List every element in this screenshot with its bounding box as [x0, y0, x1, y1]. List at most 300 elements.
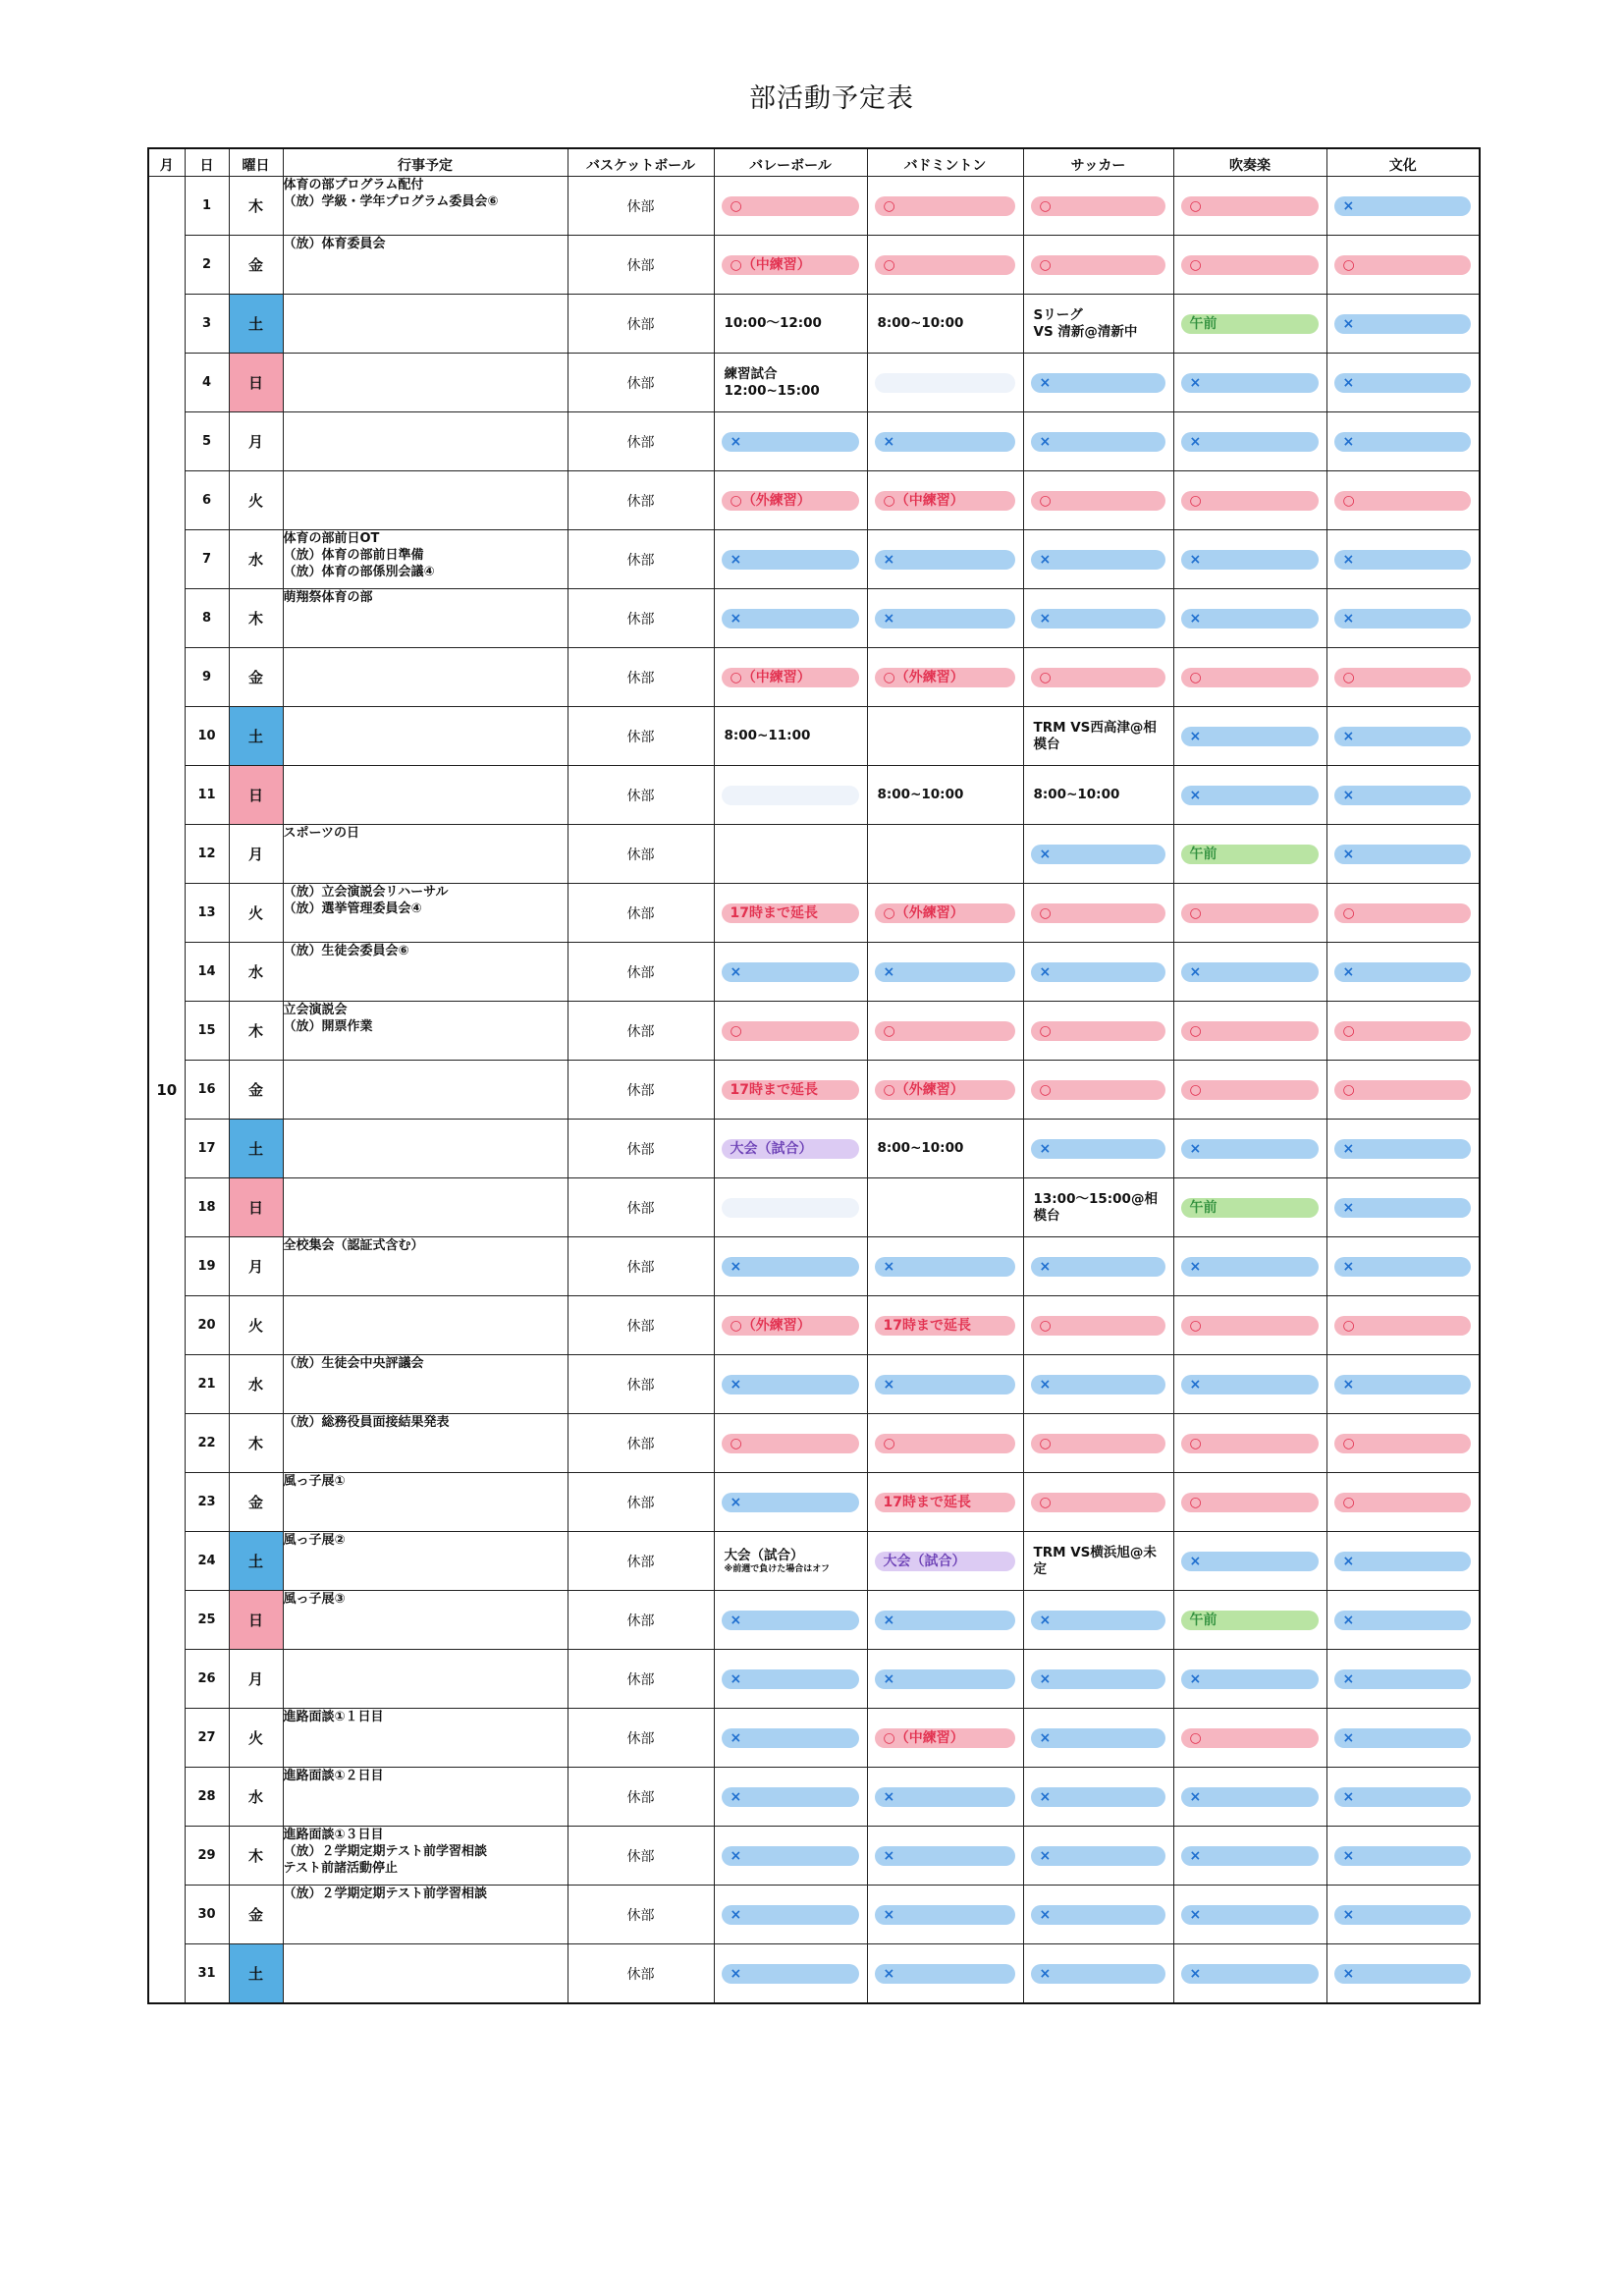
events-cell [283, 354, 568, 412]
club-cell-volleyball [714, 471, 867, 530]
day-number: 7 [185, 530, 229, 589]
status-pill-off: × [1181, 373, 1319, 393]
status-pill-active: ○ [1031, 491, 1165, 511]
blank-pill [722, 1198, 859, 1218]
schedule-row [148, 1886, 1480, 1944]
club-cell-basketball [568, 471, 714, 530]
event-line: （放）生徒会委員会⑥ [283, 944, 409, 958]
status-pill-active: ○ [1181, 668, 1319, 687]
status-pill-off: × [875, 432, 1015, 452]
status-pill-active: ○ [875, 1434, 1015, 1453]
club-cell-basketball [568, 589, 714, 648]
schedule-row [148, 1414, 1480, 1473]
club-cell-basketball [568, 766, 714, 825]
schedule-row [148, 1061, 1480, 1120]
club-cell-soccer [1023, 1296, 1173, 1355]
club-cell-soccer [1023, 1709, 1173, 1768]
event-line: 風っ子展③ [283, 1592, 346, 1607]
club-cell-culture [1326, 1002, 1480, 1061]
club-cell-brass-band [1173, 1709, 1326, 1768]
club-cell-brass-band [1173, 354, 1326, 412]
events-cell [283, 1178, 568, 1237]
suspended-label: 休部 [626, 1377, 655, 1394]
status-pill-active: ○ [1031, 903, 1165, 923]
events-cell [283, 1414, 568, 1473]
status-pill-active: ○ [1334, 491, 1472, 511]
weekday-cell: 火 [229, 1296, 283, 1355]
club-cell-soccer [1023, 589, 1173, 648]
club-cell-culture [1326, 884, 1480, 943]
club-cell-brass-band [1173, 1355, 1326, 1414]
club-cell-brass-band [1173, 236, 1326, 295]
club-cell-culture [1326, 943, 1480, 1002]
club-cell-basketball [568, 412, 714, 471]
club-cell-basketball [568, 648, 714, 707]
suspended-label: 休部 [626, 198, 655, 215]
club-cell-soccer [1023, 1061, 1173, 1120]
status-pill-off: × [722, 1669, 859, 1689]
status-pill-off: × [1334, 1139, 1472, 1159]
day-number: 8 [185, 589, 229, 648]
tournament-pill: 大会（試合） [722, 1139, 859, 1159]
schedule-row [148, 1650, 1480, 1709]
events-cell [283, 530, 568, 589]
club-cell-basketball [568, 1768, 714, 1827]
weekday-cell: 火 [229, 1709, 283, 1768]
schedule-text: 8:00~10:00 [877, 1140, 964, 1156]
status-pill-off: × [722, 609, 859, 629]
status-pill-active: ○ [875, 1021, 1015, 1041]
club-cell-soccer [1023, 884, 1173, 943]
header-badminton: バドミントン [867, 148, 1023, 177]
status-pill-active: ○ [722, 1434, 859, 1453]
suspended-label: 休部 [626, 1848, 655, 1865]
club-cell-badminton [867, 412, 1023, 471]
club-cell-soccer [1023, 766, 1173, 825]
status-pill-off: × [875, 550, 1015, 570]
weekday-cell: 土 [229, 1944, 283, 2004]
status-pill-off: × [1334, 1257, 1472, 1277]
event-line: （放）２学期定期テスト前学習相談 [283, 1886, 487, 1901]
club-cell-volleyball [714, 1355, 867, 1414]
club-cell-badminton [867, 530, 1023, 589]
weekday-cell: 日 [229, 1178, 283, 1237]
club-cell-badminton [867, 1591, 1023, 1650]
weekday-cell: 日 [229, 766, 283, 825]
events-cell [283, 1768, 568, 1827]
status-pill-active: ○（中練習） [875, 491, 1015, 511]
club-cell-volleyball [714, 648, 867, 707]
club-cell-culture [1326, 1886, 1480, 1944]
day-number: 19 [185, 1237, 229, 1296]
club-cell-soccer [1023, 1827, 1173, 1886]
status-pill-off: × [1181, 432, 1319, 452]
events-cell [283, 1002, 568, 1061]
status-pill-off: × [1031, 1728, 1165, 1748]
weekday-cell: 水 [229, 943, 283, 1002]
club-cell-volleyball [714, 1768, 867, 1827]
status-pill-active: 17時まで延長 [722, 903, 859, 923]
events-cell [283, 1355, 568, 1414]
weekday-cell: 金 [229, 236, 283, 295]
club-cell-culture [1326, 1355, 1480, 1414]
event-line: （放）開票作業 [283, 1019, 373, 1034]
header-basketball: バスケットボール [568, 148, 714, 177]
club-cell-volleyball [714, 589, 867, 648]
status-pill-off: × [1031, 1787, 1165, 1807]
weekday-cell: 金 [229, 648, 283, 707]
event-line: スポーツの日 [283, 826, 359, 841]
day-number: 23 [185, 1473, 229, 1532]
club-cell-badminton [867, 1237, 1023, 1296]
club-cell-soccer [1023, 1768, 1173, 1827]
club-cell-brass-band [1173, 589, 1326, 648]
weekday-cell: 月 [229, 1650, 283, 1709]
club-cell-soccer [1023, 943, 1173, 1002]
club-cell-badminton [867, 1532, 1023, 1591]
day-number: 29 [185, 1827, 229, 1886]
day-number: 18 [185, 1178, 229, 1237]
status-pill-off: × [722, 1611, 859, 1630]
status-pill-active: ○ [1181, 1493, 1319, 1512]
weekday-cell: 月 [229, 1237, 283, 1296]
club-cell-brass-band [1173, 1296, 1326, 1355]
schedule-row [148, 589, 1480, 648]
club-cell-brass-band [1173, 943, 1326, 1002]
club-cell-brass-band [1173, 530, 1326, 589]
club-cell-badminton [867, 648, 1023, 707]
header-row [148, 148, 1480, 177]
status-pill-active: ○（中練習） [722, 255, 859, 275]
status-pill-active: ○（中練習） [875, 1728, 1015, 1748]
page-title: 部活動予定表 [749, 83, 914, 114]
club-cell-basketball [568, 1414, 714, 1473]
club-cell-brass-band [1173, 766, 1326, 825]
club-cell-basketball [568, 236, 714, 295]
status-pill-off: × [1334, 786, 1472, 805]
club-cell-brass-band [1173, 1002, 1326, 1061]
status-pill-active: ○ [1181, 1728, 1319, 1748]
suspended-label: 休部 [626, 1554, 655, 1570]
status-pill-active: ○ [1334, 1434, 1472, 1453]
club-cell-brass-band [1173, 707, 1326, 766]
day-number: 12 [185, 825, 229, 884]
events-cell [283, 1886, 568, 1944]
status-pill-off: × [722, 1787, 859, 1807]
events-cell [283, 177, 568, 236]
status-pill-off: × [1334, 845, 1472, 864]
events-cell [283, 412, 568, 471]
event-line: 進路面談①２日目 [283, 1769, 384, 1783]
month-cell: 10 [148, 177, 185, 2004]
schedule-row [148, 295, 1480, 354]
suspended-label: 休部 [626, 905, 655, 922]
club-cell-culture [1326, 1532, 1480, 1591]
status-pill-off: × [722, 1257, 859, 1277]
club-cell-badminton [867, 1355, 1023, 1414]
club-cell-culture [1326, 1473, 1480, 1532]
day-number: 13 [185, 884, 229, 943]
status-pill-active: ○（外練習） [875, 1080, 1015, 1100]
club-cell-brass-band [1173, 1650, 1326, 1709]
club-cell-brass-band [1173, 1944, 1326, 2004]
status-pill-off: × [1031, 373, 1165, 393]
club-cell-brass-band [1173, 412, 1326, 471]
day-number: 17 [185, 1120, 229, 1178]
weekday-cell: 土 [229, 295, 283, 354]
club-cell-badminton [867, 236, 1023, 295]
club-cell-volleyball [714, 412, 867, 471]
suspended-label: 休部 [626, 1907, 655, 1924]
day-number: 27 [185, 1709, 229, 1768]
weekday-cell: 水 [229, 1355, 283, 1414]
schedule-table [147, 147, 1481, 2004]
club-cell-basketball [568, 1650, 714, 1709]
club-cell-soccer [1023, 1120, 1173, 1178]
status-pill-active: ○ [1334, 1493, 1472, 1512]
status-pill-off: × [1181, 1375, 1319, 1394]
status-pill-active: 17時まで延長 [875, 1493, 1015, 1512]
schedule-row [148, 766, 1480, 825]
status-pill-off: × [875, 1611, 1015, 1630]
status-pill-off: × [875, 1257, 1015, 1277]
status-pill-off: × [1334, 1669, 1472, 1689]
day-number: 9 [185, 648, 229, 707]
suspended-label: 休部 [626, 1613, 655, 1629]
status-pill-off: × [1031, 845, 1165, 864]
suspended-label: 休部 [626, 434, 655, 451]
event-line: 萌翔祭体育の部 [283, 590, 373, 605]
event-line: テスト前諸活動停止 [283, 1861, 398, 1876]
header-brass-band: 吹奏楽 [1173, 148, 1326, 177]
schedule-text: TRM VS横浜旭@未定 [1033, 1544, 1157, 1577]
events-cell [283, 236, 568, 295]
club-cell-culture [1326, 1414, 1480, 1473]
schedule-row [148, 648, 1480, 707]
club-cell-volleyball [714, 884, 867, 943]
club-cell-basketball [568, 943, 714, 1002]
morning-pill: 午前 [1181, 314, 1319, 334]
club-cell-volleyball [714, 1827, 867, 1886]
club-cell-culture [1326, 1591, 1480, 1650]
event-line: （放）体育の部前日準備 [283, 548, 424, 563]
status-pill-off: × [1031, 1139, 1165, 1159]
club-cell-basketball [568, 1237, 714, 1296]
club-cell-basketball [568, 707, 714, 766]
status-pill-off: × [722, 432, 859, 452]
event-line: 体育の部プログラム配付 [283, 178, 424, 192]
club-cell-culture [1326, 354, 1480, 412]
status-pill-off: × [1334, 1846, 1472, 1866]
club-cell-volleyball [714, 1473, 867, 1532]
schedule-row [148, 1827, 1480, 1886]
status-pill-off: × [875, 1375, 1015, 1394]
status-pill-off: × [1181, 1552, 1319, 1571]
club-cell-basketball [568, 1061, 714, 1120]
club-cell-culture [1326, 589, 1480, 648]
club-cell-soccer [1023, 471, 1173, 530]
suspended-label: 休部 [626, 1318, 655, 1335]
status-pill-off: × [1334, 1198, 1472, 1218]
morning-pill: 午前 [1181, 1611, 1319, 1630]
day-number: 31 [185, 1944, 229, 2004]
club-cell-brass-band [1173, 1591, 1326, 1650]
status-pill-off: × [875, 609, 1015, 629]
status-pill-active: ○ [1334, 668, 1472, 687]
club-cell-culture [1326, 471, 1480, 530]
club-cell-badminton [867, 825, 1023, 884]
club-cell-basketball [568, 1178, 714, 1237]
schedule-row [148, 471, 1480, 530]
status-pill-off: × [1334, 1375, 1472, 1394]
schedule-row [148, 354, 1480, 412]
schedule-row [148, 530, 1480, 589]
status-pill-active: 17時まで延長 [875, 1316, 1015, 1336]
schedule-text: 8:00~11:00 [724, 728, 811, 743]
status-pill-off: × [1181, 786, 1319, 805]
suspended-label: 休部 [626, 552, 655, 569]
club-cell-volleyball [714, 1061, 867, 1120]
club-cell-culture [1326, 412, 1480, 471]
club-cell-soccer [1023, 412, 1173, 471]
status-pill-off: × [875, 962, 1015, 982]
club-cell-volleyball [714, 1120, 867, 1178]
status-pill-off: × [1181, 727, 1319, 746]
club-cell-soccer [1023, 1886, 1173, 1944]
club-cell-brass-band [1173, 177, 1326, 236]
suspended-label: 休部 [626, 964, 655, 981]
day-number: 16 [185, 1061, 229, 1120]
club-cell-culture [1326, 648, 1480, 707]
status-pill-active: ○ [1334, 903, 1472, 923]
events-cell [283, 295, 568, 354]
club-cell-culture [1326, 236, 1480, 295]
club-cell-culture [1326, 766, 1480, 825]
status-pill-active: ○ [1181, 196, 1319, 216]
club-cell-culture [1326, 295, 1480, 354]
blank-pill [722, 786, 859, 805]
status-pill-active: ○（外練習） [875, 668, 1015, 687]
club-cell-volleyball [714, 1709, 867, 1768]
status-pill-off: × [1334, 1611, 1472, 1630]
schedule-row [148, 1473, 1480, 1532]
events-cell [283, 1591, 568, 1650]
schedule-row [148, 1355, 1480, 1414]
status-pill-off: × [1031, 1257, 1165, 1277]
club-cell-basketball [568, 1944, 714, 2004]
club-cell-volleyball [714, 1886, 867, 1944]
day-number: 2 [185, 236, 229, 295]
schedule-text: 8:00~10:00 [1033, 787, 1120, 802]
tournament-pill: 大会（試合） [875, 1552, 1015, 1571]
club-cell-culture [1326, 1296, 1480, 1355]
schedule-row [148, 1178, 1480, 1237]
day-number: 20 [185, 1296, 229, 1355]
status-pill-off: × [1031, 1611, 1165, 1630]
club-cell-brass-band [1173, 648, 1326, 707]
header-events: 行事予定 [283, 148, 568, 177]
status-pill-off: × [722, 1905, 859, 1925]
club-cell-soccer [1023, 236, 1173, 295]
day-number: 22 [185, 1414, 229, 1473]
suspended-label: 休部 [626, 1200, 655, 1217]
event-line: 体育の部前日OT [283, 531, 380, 546]
club-cell-basketball [568, 1532, 714, 1591]
suspended-label: 休部 [626, 257, 655, 274]
event-line: 進路面談①３日目 [283, 1828, 384, 1842]
event-line: （放）学級・学年プログラム委員会⑥ [283, 194, 499, 209]
event-line: 風っ子展① [283, 1474, 346, 1489]
club-cell-soccer [1023, 648, 1173, 707]
schedule-row [148, 412, 1480, 471]
club-cell-volleyball [714, 1944, 867, 2004]
status-pill-active: ○ [1031, 1316, 1165, 1336]
status-pill-active: ○ [1031, 668, 1165, 687]
status-pill-off: × [875, 1905, 1015, 1925]
suspended-label: 休部 [626, 1436, 655, 1452]
day-number: 25 [185, 1591, 229, 1650]
club-cell-volleyball [714, 1296, 867, 1355]
status-pill-active: ○ [1334, 1021, 1472, 1041]
club-cell-brass-band [1173, 1768, 1326, 1827]
schedule-row [148, 1768, 1480, 1827]
status-pill-off: × [1031, 1375, 1165, 1394]
club-cell-soccer [1023, 1002, 1173, 1061]
club-cell-brass-band [1173, 1178, 1326, 1237]
schedule-row [148, 1709, 1480, 1768]
club-cell-badminton [867, 1709, 1023, 1768]
events-cell [283, 1061, 568, 1120]
event-line: 風っ子展② [283, 1533, 346, 1548]
day-number: 30 [185, 1886, 229, 1944]
header-soccer: サッカー [1023, 148, 1173, 177]
club-cell-volleyball [714, 943, 867, 1002]
club-cell-soccer [1023, 1473, 1173, 1532]
club-cell-basketball [568, 295, 714, 354]
club-cell-volleyball [714, 177, 867, 236]
status-pill-off: × [1334, 1552, 1472, 1571]
status-pill-active: ○（外練習） [722, 491, 859, 511]
weekday-cell: 月 [229, 825, 283, 884]
schedule-text: 13:00～15:00@相模台 [1033, 1190, 1158, 1224]
club-cell-soccer [1023, 295, 1173, 354]
status-pill-active: ○ [1181, 1434, 1319, 1453]
header-culture: 文化 [1326, 148, 1480, 177]
schedule-row [148, 1944, 1480, 2004]
events-cell [283, 1650, 568, 1709]
club-cell-badminton [867, 1120, 1023, 1178]
schedule-row [148, 1296, 1480, 1355]
club-cell-soccer [1023, 354, 1173, 412]
club-cell-soccer [1023, 1355, 1173, 1414]
club-cell-basketball [568, 1886, 714, 1944]
weekday-cell: 日 [229, 354, 283, 412]
status-pill-active: ○ [1031, 1493, 1165, 1512]
morning-pill: 午前 [1181, 845, 1319, 864]
club-cell-volleyball [714, 1591, 867, 1650]
event-line: （放）２学期定期テスト前学習相談 [283, 1844, 487, 1859]
schedule-row [148, 707, 1480, 766]
club-cell-culture [1326, 177, 1480, 236]
status-pill-off: × [1181, 609, 1319, 629]
status-pill-off: × [1334, 609, 1472, 629]
blank-pill [875, 373, 1015, 393]
club-cell-badminton [867, 1061, 1023, 1120]
club-cell-brass-band [1173, 1120, 1326, 1178]
day-number: 15 [185, 1002, 229, 1061]
status-pill-off: × [1334, 727, 1472, 746]
status-pill-active: ○ [1031, 1080, 1165, 1100]
